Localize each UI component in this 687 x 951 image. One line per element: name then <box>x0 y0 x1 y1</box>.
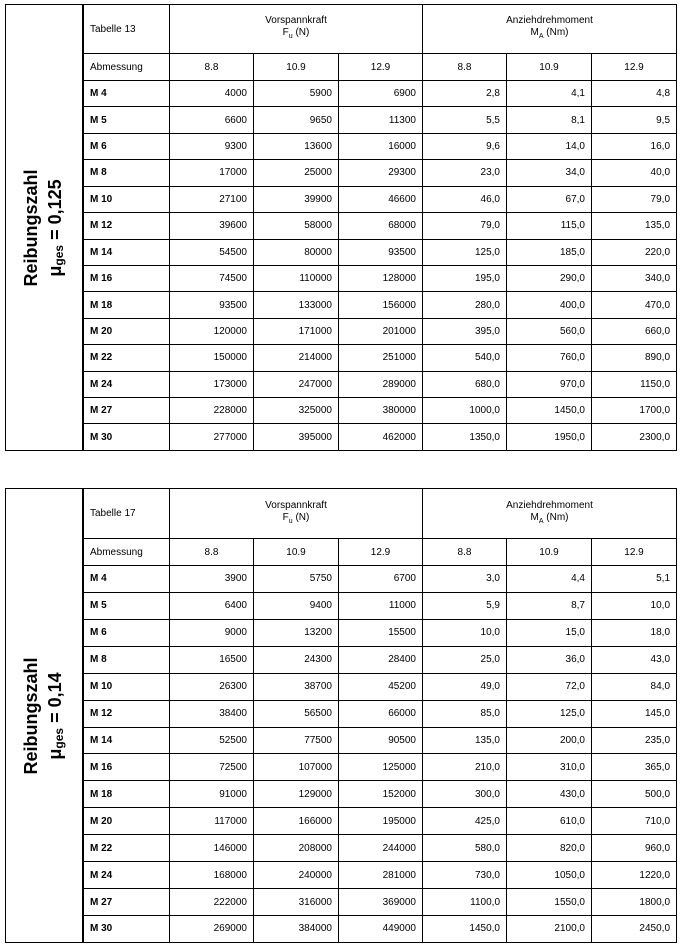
preload-value-cell: 449000 <box>339 915 423 942</box>
torque-value-cell: 72,0 <box>507 673 592 700</box>
torque-value-cell: 425,0 <box>423 808 507 835</box>
bolt-size-cell: M 14 <box>84 239 170 265</box>
preload-value-cell: 80000 <box>254 239 339 265</box>
torque-value-cell: 135,0 <box>423 727 507 754</box>
table-name: Tabelle 17 <box>84 489 170 539</box>
torque-value-cell: 365,0 <box>592 754 677 781</box>
table-row <box>84 700 677 727</box>
bolt-size-cell: M 27 <box>84 398 170 424</box>
preload-value-cell: 24300 <box>254 646 339 673</box>
preload-value-cell: 146000 <box>170 835 254 862</box>
friction-coefficient-label: Reibungszahl $\mu_{ges} = 0,14$ <box>21 656 66 775</box>
preload-value-cell: 6700 <box>339 566 423 593</box>
preload-value-cell: 9300 <box>170 133 254 159</box>
torque-value-cell: 10,0 <box>592 592 677 619</box>
bolt-size-cell: M 5 <box>84 107 170 133</box>
preload-value-cell: 128000 <box>339 265 423 291</box>
preload-value-cell: 58000 <box>254 213 339 239</box>
bolt-size-cell: M 4 <box>84 566 170 593</box>
preload-value-cell: 168000 <box>170 862 254 889</box>
bolt-size-cell: M 4 <box>84 81 170 107</box>
torque-value-cell: 890,0 <box>592 345 677 371</box>
torque-value-cell: 46,0 <box>423 186 507 212</box>
preload-value-cell: 11000 <box>339 592 423 619</box>
torque-value-cell: 760,0 <box>507 345 592 371</box>
table-row <box>84 566 677 593</box>
torque-value-cell: 220,0 <box>592 239 677 265</box>
grade-header: 10.9 <box>507 539 592 566</box>
table-row <box>84 265 677 291</box>
preload-value-cell: 281000 <box>339 862 423 889</box>
torque-value-cell: 960,0 <box>592 835 677 862</box>
preload-value-cell: 240000 <box>254 862 339 889</box>
torque-value-cell: 4,4 <box>507 566 592 593</box>
table-row <box>84 646 677 673</box>
table-row <box>84 133 677 159</box>
bolt-size-cell: M 8 <box>84 160 170 186</box>
preload-value-cell: 325000 <box>254 398 339 424</box>
torque-value-cell: 560,0 <box>507 318 592 344</box>
torque-table <box>83 488 677 943</box>
torque-value-cell: 5,9 <box>423 592 507 619</box>
preload-value-cell: 6400 <box>170 592 254 619</box>
preload-value-cell: 28400 <box>339 646 423 673</box>
torque-value-cell: 84,0 <box>592 673 677 700</box>
torque-value-cell: 2300,0 <box>592 424 677 451</box>
table-row <box>84 835 677 862</box>
torque-value-cell: 430,0 <box>507 781 592 808</box>
table-row <box>84 107 677 133</box>
torque-value-cell: 36,0 <box>507 646 592 673</box>
size-column-header: Abmessung <box>84 54 170 81</box>
torque-value-cell: 290,0 <box>507 265 592 291</box>
bolt-size-cell: M 6 <box>84 133 170 159</box>
bolt-size-cell: M 22 <box>84 835 170 862</box>
preload-value-cell: 72500 <box>170 754 254 781</box>
table-row <box>84 292 677 318</box>
torque-value-cell: 400,0 <box>507 292 592 318</box>
torque-value-cell: 1050,0 <box>507 862 592 889</box>
torque-table <box>83 4 677 451</box>
bolt-size-cell: M 20 <box>84 318 170 344</box>
torque-value-cell: 79,0 <box>592 186 677 212</box>
bolt-size-cell: M 18 <box>84 292 170 318</box>
preload-value-cell: 244000 <box>339 835 423 862</box>
bolt-size-cell: M 27 <box>84 889 170 916</box>
preload-value-cell: 4000 <box>170 81 254 107</box>
torque-value-cell: 4,8 <box>592 81 677 107</box>
torque-value-cell: 2,8 <box>423 81 507 107</box>
size-column-header: Abmessung <box>84 539 170 566</box>
preload-value-cell: 228000 <box>170 398 254 424</box>
preload-value-cell: 9650 <box>254 107 339 133</box>
table-row <box>84 398 677 424</box>
grade-header: 12.9 <box>592 539 677 566</box>
preload-value-cell: 93500 <box>170 292 254 318</box>
bolt-size-cell: M 30 <box>84 915 170 942</box>
preload-force-header: Vorspannkraft $F_u$ (N) <box>170 5 423 54</box>
preload-value-cell: 195000 <box>339 808 423 835</box>
preload-value-cell: 25000 <box>254 160 339 186</box>
torque-value-cell: 580,0 <box>423 835 507 862</box>
torque-value-cell: 1700,0 <box>592 398 677 424</box>
torque-value-cell: 1550,0 <box>507 889 592 916</box>
torque-value-cell: 125,0 <box>507 700 592 727</box>
grade-header: 12.9 <box>339 54 423 81</box>
preload-value-cell: 77500 <box>254 727 339 754</box>
preload-value-cell: 150000 <box>170 345 254 371</box>
grade-header: 10.9 <box>254 539 339 566</box>
torque-value-cell: 85,0 <box>423 700 507 727</box>
torque-value-cell: 8,7 <box>507 592 592 619</box>
table-row <box>84 160 677 186</box>
table-row <box>84 318 677 344</box>
preload-value-cell: 152000 <box>339 781 423 808</box>
preload-value-cell: 39600 <box>170 213 254 239</box>
grade-header: 12.9 <box>339 539 423 566</box>
table-row <box>84 345 677 371</box>
bolt-size-cell: M 24 <box>84 862 170 889</box>
grade-header-row <box>84 54 677 81</box>
torque-value-cell: 185,0 <box>507 239 592 265</box>
preload-value-cell: 39900 <box>254 186 339 212</box>
torque-value-cell: 5,1 <box>592 566 677 593</box>
torque-value-cell: 300,0 <box>423 781 507 808</box>
preload-value-cell: 15500 <box>339 619 423 646</box>
table-name: Tabelle 13 <box>84 5 170 54</box>
preload-value-cell: 462000 <box>339 424 423 451</box>
table-row <box>84 619 677 646</box>
preload-value-cell: 27100 <box>170 186 254 212</box>
table-row <box>84 727 677 754</box>
preload-value-cell: 38400 <box>170 700 254 727</box>
torque-value-cell: 1350,0 <box>423 424 507 451</box>
torque-value-cell: 1000,0 <box>423 398 507 424</box>
torque-value-cell: 10,0 <box>423 619 507 646</box>
torque-value-cell: 18,0 <box>592 619 677 646</box>
bolt-size-cell: M 16 <box>84 265 170 291</box>
bolt-size-cell: M 30 <box>84 424 170 451</box>
torque-value-cell: 79,0 <box>423 213 507 239</box>
bolt-size-cell: M 5 <box>84 592 170 619</box>
preload-value-cell: 5750 <box>254 566 339 593</box>
preload-value-cell: 117000 <box>170 808 254 835</box>
table-row <box>84 889 677 916</box>
preload-value-cell: 16500 <box>170 646 254 673</box>
preload-value-cell: 129000 <box>254 781 339 808</box>
preload-value-cell: 369000 <box>339 889 423 916</box>
grade-header: 12.9 <box>592 54 677 81</box>
torque-value-cell: 970,0 <box>507 371 592 397</box>
preload-value-cell: 277000 <box>170 424 254 451</box>
torque-table-block-1 <box>5 4 676 451</box>
torque-value-cell: 660,0 <box>592 318 677 344</box>
torque-value-cell: 40,0 <box>592 160 677 186</box>
preload-value-cell: 110000 <box>254 265 339 291</box>
torque-value-cell: 16,0 <box>592 133 677 159</box>
preload-value-cell: 38700 <box>254 673 339 700</box>
preload-value-cell: 66000 <box>339 700 423 727</box>
torque-value-cell: 500,0 <box>592 781 677 808</box>
torque-value-cell: 125,0 <box>423 239 507 265</box>
torque-value-cell: 34,0 <box>507 160 592 186</box>
torque-value-cell: 1100,0 <box>423 889 507 916</box>
torque-value-cell: 610,0 <box>507 808 592 835</box>
torque-value-cell: 2100,0 <box>507 915 592 942</box>
bolt-size-cell: M 6 <box>84 619 170 646</box>
bolt-size-cell: M 8 <box>84 646 170 673</box>
preload-value-cell: 171000 <box>254 318 339 344</box>
bolt-size-cell: M 14 <box>84 727 170 754</box>
preload-value-cell: 384000 <box>254 915 339 942</box>
preload-value-cell: 45200 <box>339 673 423 700</box>
grade-header: 8.8 <box>170 539 254 566</box>
bolt-size-cell: M 18 <box>84 781 170 808</box>
preload-force-header: Vorspannkraft $F_u$ (N) <box>170 489 423 539</box>
torque-value-cell: 1150,0 <box>592 371 677 397</box>
friction-coefficient-panel <box>5 488 83 943</box>
preload-value-cell: 166000 <box>254 808 339 835</box>
preload-value-cell: 56500 <box>254 700 339 727</box>
friction-coefficient-label: Reibungszahl $\mu_{ges} = 0,125$ <box>21 168 66 287</box>
preload-value-cell: 16000 <box>339 133 423 159</box>
torque-value-cell: 395,0 <box>423 318 507 344</box>
preload-value-cell: 46600 <box>339 186 423 212</box>
bolt-size-cell: M 20 <box>84 808 170 835</box>
torque-value-cell: 540,0 <box>423 345 507 371</box>
torque-value-cell: 730,0 <box>423 862 507 889</box>
preload-value-cell: 133000 <box>254 292 339 318</box>
torque-value-cell: 1800,0 <box>592 889 677 916</box>
preload-value-cell: 107000 <box>254 754 339 781</box>
bolt-size-cell: M 10 <box>84 673 170 700</box>
torque-value-cell: 25,0 <box>423 646 507 673</box>
bolt-size-cell: M 22 <box>84 345 170 371</box>
torque-value-cell: 310,0 <box>507 754 592 781</box>
preload-value-cell: 5900 <box>254 81 339 107</box>
preload-value-cell: 54500 <box>170 239 254 265</box>
torque-value-cell: 67,0 <box>507 186 592 212</box>
grade-header: 8.8 <box>170 54 254 81</box>
torque-value-cell: 145,0 <box>592 700 677 727</box>
table-row <box>84 808 677 835</box>
torque-table-block-2 <box>5 488 676 943</box>
torque-value-cell: 5,5 <box>423 107 507 133</box>
preload-value-cell: 247000 <box>254 371 339 397</box>
torque-value-cell: 1950,0 <box>507 424 592 451</box>
torque-value-cell: 3,0 <box>423 566 507 593</box>
preload-value-cell: 156000 <box>339 292 423 318</box>
preload-value-cell: 91000 <box>170 781 254 808</box>
preload-value-cell: 214000 <box>254 345 339 371</box>
torque-value-cell: 195,0 <box>423 265 507 291</box>
torque-value-cell: 2450,0 <box>592 915 677 942</box>
torque-value-cell: 135,0 <box>592 213 677 239</box>
bolt-size-cell: M 12 <box>84 700 170 727</box>
table-row <box>84 592 677 619</box>
tightening-torque-header: Anziehdrehmoment $M_A$ (Nm) <box>423 5 677 54</box>
torque-value-cell: 15,0 <box>507 619 592 646</box>
table-row <box>84 754 677 781</box>
preload-value-cell: 120000 <box>170 318 254 344</box>
torque-value-cell: 8,1 <box>507 107 592 133</box>
preload-value-cell: 52500 <box>170 727 254 754</box>
preload-value-cell: 29300 <box>339 160 423 186</box>
torque-value-cell: 820,0 <box>507 835 592 862</box>
bolt-size-cell: M 12 <box>84 213 170 239</box>
torque-value-cell: 470,0 <box>592 292 677 318</box>
preload-value-cell: 395000 <box>254 424 339 451</box>
torque-value-cell: 4,1 <box>507 81 592 107</box>
table-row <box>84 673 677 700</box>
preload-value-cell: 26300 <box>170 673 254 700</box>
torque-value-cell: 9,5 <box>592 107 677 133</box>
torque-value-cell: 235,0 <box>592 727 677 754</box>
preload-value-cell: 74500 <box>170 265 254 291</box>
torque-value-cell: 49,0 <box>423 673 507 700</box>
grade-header: 8.8 <box>423 54 507 81</box>
preload-value-cell: 11300 <box>339 107 423 133</box>
preload-value-cell: 6600 <box>170 107 254 133</box>
preload-value-cell: 289000 <box>339 371 423 397</box>
table-row <box>84 781 677 808</box>
torque-value-cell: 200,0 <box>507 727 592 754</box>
preload-value-cell: 251000 <box>339 345 423 371</box>
preload-value-cell: 9000 <box>170 619 254 646</box>
preload-value-cell: 3900 <box>170 566 254 593</box>
preload-value-cell: 222000 <box>170 889 254 916</box>
preload-value-cell: 173000 <box>170 371 254 397</box>
grade-header: 10.9 <box>254 54 339 81</box>
torque-value-cell: 680,0 <box>423 371 507 397</box>
torque-value-cell: 115,0 <box>507 213 592 239</box>
table-row <box>84 371 677 397</box>
bolt-size-cell: M 10 <box>84 186 170 212</box>
table-row <box>84 213 677 239</box>
preload-value-cell: 90500 <box>339 727 423 754</box>
torque-value-cell: 340,0 <box>592 265 677 291</box>
torque-value-cell: 1450,0 <box>423 915 507 942</box>
torque-value-cell: 43,0 <box>592 646 677 673</box>
preload-value-cell: 269000 <box>170 915 254 942</box>
torque-value-cell: 14,0 <box>507 133 592 159</box>
grade-header: 8.8 <box>423 539 507 566</box>
tightening-torque-header: Anziehdrehmoment $M_A$ (Nm) <box>423 489 677 539</box>
torque-value-cell: 210,0 <box>423 754 507 781</box>
preload-value-cell: 201000 <box>339 318 423 344</box>
preload-value-cell: 316000 <box>254 889 339 916</box>
preload-value-cell: 68000 <box>339 213 423 239</box>
torque-value-cell: 9,6 <box>423 133 507 159</box>
preload-value-cell: 125000 <box>339 754 423 781</box>
grade-header: 10.9 <box>507 54 592 81</box>
table-row <box>84 424 677 451</box>
torque-value-cell: 1450,0 <box>507 398 592 424</box>
preload-value-cell: 9400 <box>254 592 339 619</box>
bolt-size-cell: M 16 <box>84 754 170 781</box>
table-row <box>84 81 677 107</box>
friction-coefficient-panel <box>5 4 83 451</box>
table-row <box>84 239 677 265</box>
torque-value-cell: 23,0 <box>423 160 507 186</box>
torque-value-cell: 710,0 <box>592 808 677 835</box>
table-row <box>84 862 677 889</box>
torque-value-cell: 1220,0 <box>592 862 677 889</box>
bolt-size-cell: M 24 <box>84 371 170 397</box>
table-row <box>84 915 677 942</box>
preload-value-cell: 13600 <box>254 133 339 159</box>
preload-value-cell: 93500 <box>339 239 423 265</box>
preload-value-cell: 17000 <box>170 160 254 186</box>
torque-value-cell: 280,0 <box>423 292 507 318</box>
table-row <box>84 186 677 212</box>
preload-value-cell: 13200 <box>254 619 339 646</box>
grade-header-row <box>84 539 677 566</box>
preload-value-cell: 6900 <box>339 81 423 107</box>
preload-value-cell: 380000 <box>339 398 423 424</box>
preload-value-cell: 208000 <box>254 835 339 862</box>
